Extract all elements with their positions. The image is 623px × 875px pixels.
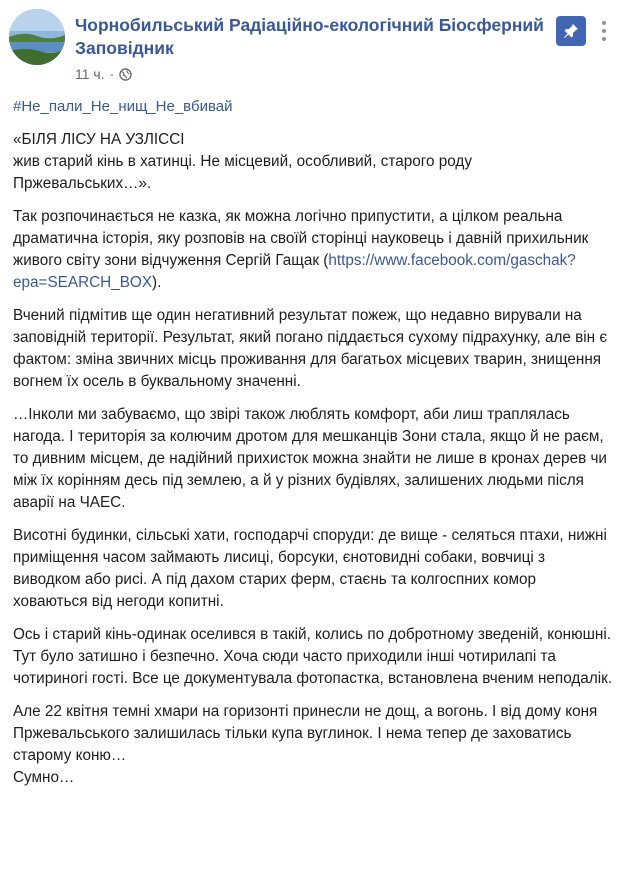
globe-icon[interactable] <box>119 68 132 81</box>
paragraph-2 <box>13 206 613 294</box>
post-header <box>0 0 623 98</box>
paragraph-4: …Інколи ми забуваємо, що звірі також люблять комфорт, аби лиш траплялась нагода. І територія за колючим дротом для мешканців Зони стала, якщо й не раєм, то дивним місцем, де надійний прихисток можна знайти не лише в кронах дерев чи між їх корінням десь під землею, а й у різних будівлях, залишених людьми після аварії на ЧАЕС. <box>13 406 607 511</box>
paragraph-2-text: Так розпочинається не казка, як можна логічно припустити, а цілком реальна драматична історія, яку розповів на своїй сторінці науковець і давній прихильник живого світу зони відчуження Сергій Гащак ( <box>13 208 589 269</box>
paragraph-1-line-1: «БІЛЯ ЛІСУ НА УЗЛІССІ <box>13 131 185 148</box>
paragraph-7-line-2: Сумно… <box>13 769 75 786</box>
post-body <box>13 129 613 800</box>
pin-button[interactable] <box>556 16 586 46</box>
more-options-icon <box>602 19 606 43</box>
hashtag-link[interactable]: #Не_пали_Не_нищ_Не_вбивай <box>13 98 233 115</box>
paragraph-6: Ось і старий кінь-одинак оселився в такій, колись по добротному зведеній, конюшні. Тут було затишно і безпечно. Хоча сюди часто приходили інші чотирилапі та чотириногі гості. Все це документувала фотопастка, встановлена вченим неподалік. <box>13 626 613 687</box>
paragraph-1-line-2: жив старий кінь в хатинці. Не місцевий, особливий, старого роду Пржевальських…». <box>13 153 472 192</box>
profile-link[interactable]: https://www.facebook.com/gaschak?epa=SEARCH_BOX <box>13 252 576 291</box>
paragraph-3: Вчений підмітив ще один негативний результат пожеж, що недавно вирували на заповідній території. Результат, який погано піддається сухому підрахунку, але він є фактом: зміна звичних місць проживання для багатьох місцевих тварин, знищення вогнем їх осель в буквальному значенні. <box>13 307 608 390</box>
paragraph-2-end: ). <box>152 274 162 291</box>
paragraph-5: Висотні будинки, сільські хати, господарчі споруди: де вище - селяться птахи, нижні приміщення часом займають лисиці, борсуки, єнотовидні собаки, вовчиці з виводком або рисі. А під дахом старих ферм, стаєнь та колгоспних комор ховаються від негоди копитні. <box>13 527 607 610</box>
more-options-button[interactable] <box>593 16 615 46</box>
page-name-link[interactable]: Чорнобильський Радіаційно-екологічний Біосферний Заповідник <box>75 15 544 58</box>
post-meta <box>75 64 132 84</box>
meta-separator: · <box>109 66 115 82</box>
paragraph-7 <box>13 701 613 789</box>
paragraph-7-line-1: Але 22 квітня темні хмари на горизонті принесли не дощ, а вогонь. І від дому коня Пржевальського залишилась тільки купа вуглинок. І нема тепер де заховатись старому коню… <box>13 703 598 764</box>
post-timestamp[interactable]: 11 ч. <box>75 66 105 82</box>
page-avatar[interactable] <box>9 9 65 65</box>
pin-icon <box>563 23 579 39</box>
paragraph-1 <box>13 129 613 195</box>
avatar-landscape-image <box>9 9 65 65</box>
